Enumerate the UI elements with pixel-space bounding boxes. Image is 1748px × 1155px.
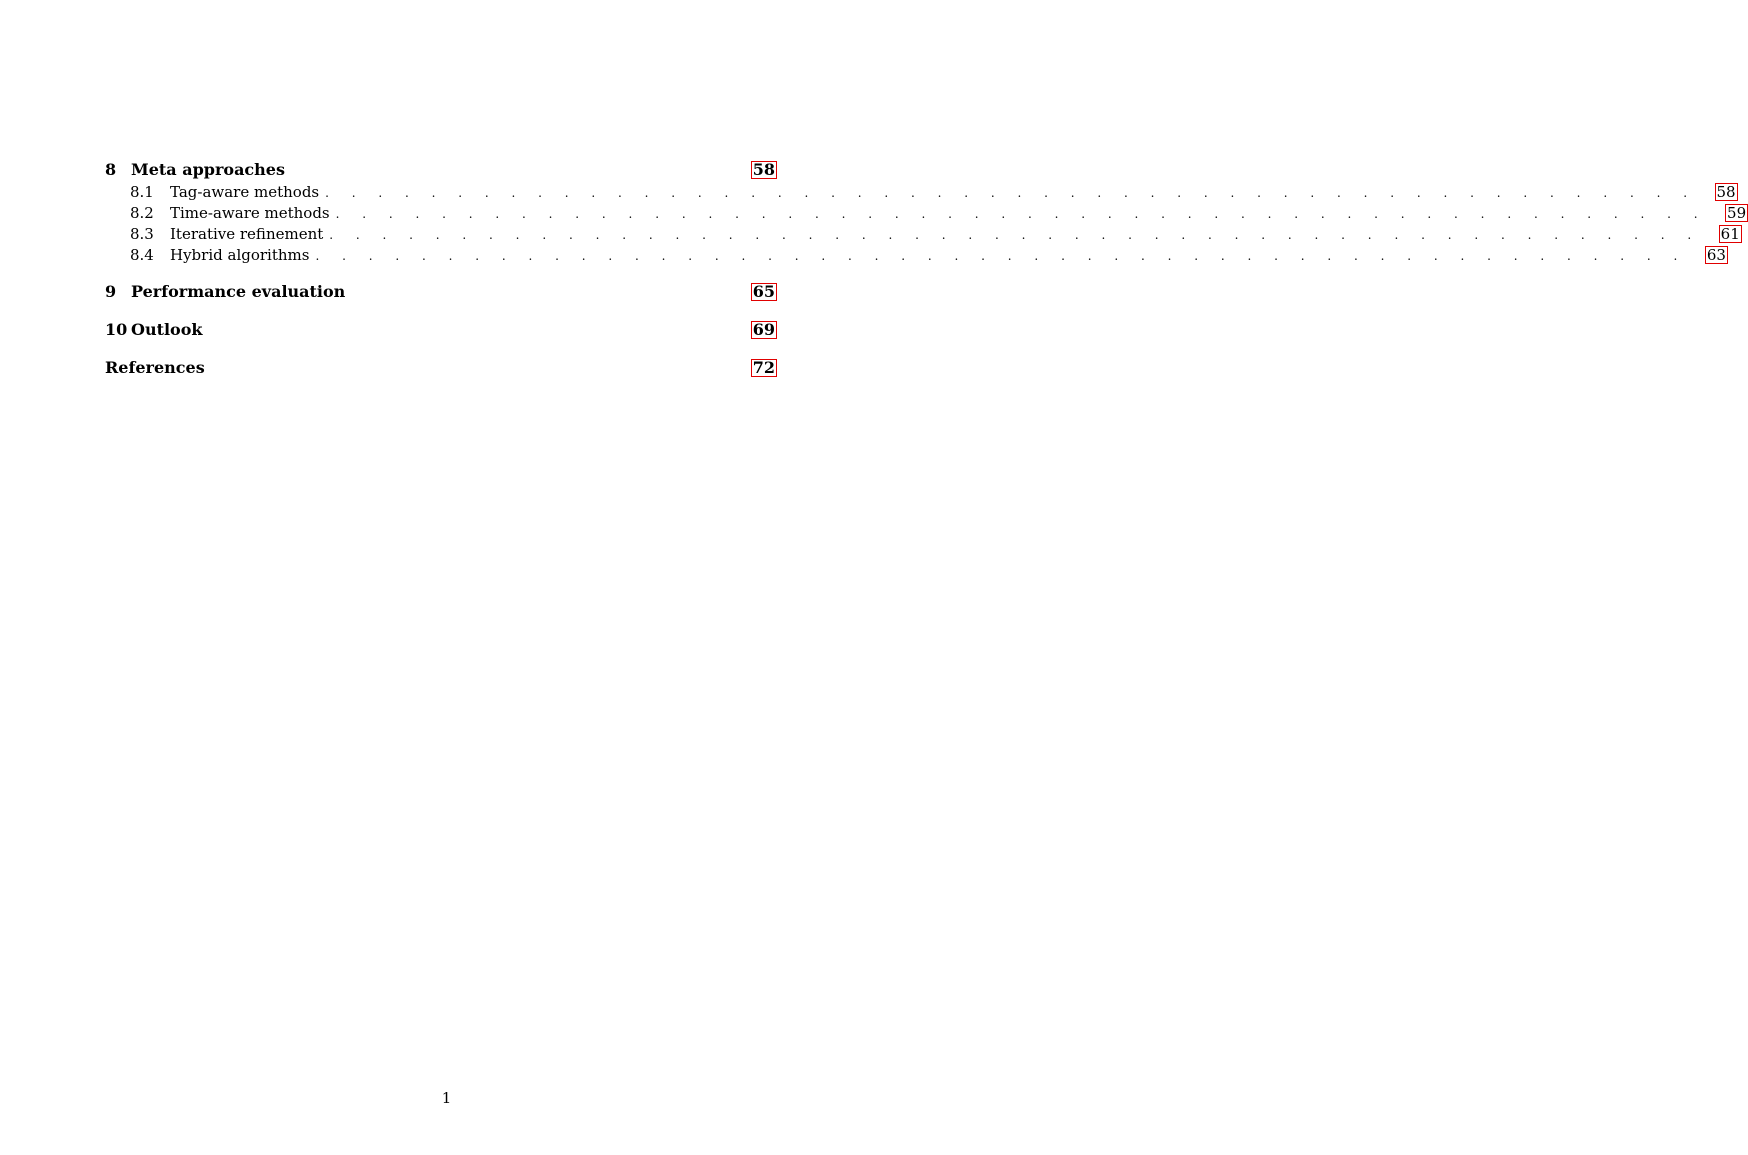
dot-leader: . . . . . . . . . . . . . . . . . . . . . . . . . . . . . . . . . . . . . . . . . . . . . . . . . . . . [335, 207, 1708, 221]
dot-leader: . . . . . . . . . . . . . . . . . . . . . . . . . . . . . . . . . . . . . . . . . . . . . . . . . . . . [315, 249, 1687, 263]
section-page-link[interactable]: 58 [1716, 183, 1736, 201]
chapter-title: Performance evaluation [131, 282, 346, 301]
page-number: 1 [441, 1089, 452, 1107]
chapter-title: References [105, 358, 205, 377]
chapter-number: 9 [105, 282, 117, 301]
section-number: 8.1 [130, 183, 154, 201]
toc-references [105, 356, 777, 380]
section-number: 8.4 [130, 246, 154, 264]
toc-chapter-9 [105, 280, 777, 304]
chapter-page-link[interactable]: 58 [752, 160, 775, 179]
chapter-page-link[interactable]: 65 [752, 282, 775, 301]
toc-chapter-10 [105, 318, 777, 342]
section-page-link[interactable]: 61 [1720, 225, 1740, 243]
chapter-title: Meta approaches [131, 160, 285, 179]
table-of-contents [105, 158, 1747, 380]
dot-leader: . . . . . . . . . . . . . . . . . . . . . . . . . . . . . . . . . . . . . . . . . . . . . . . . . . . . [329, 228, 1701, 242]
section-title: Hybrid algorithms [170, 246, 310, 264]
chapter-page-link[interactable]: 69 [752, 320, 775, 339]
section-number: 8.2 [130, 204, 154, 222]
toc-section-8-2 [105, 203, 1747, 224]
section-page-link[interactable]: 59 [1727, 204, 1747, 222]
section-title: Iterative refinement [170, 225, 324, 243]
section-number: 8.3 [130, 225, 154, 243]
chapter-page-link[interactable]: 72 [752, 358, 775, 377]
toc-section-8-1 [105, 182, 1736, 203]
toc-section-8-3 [105, 224, 1740, 245]
chapter-number: 8 [105, 160, 117, 179]
dot-leader: . . . . . . . . . . . . . . . . . . . . . . . . . . . . . . . . . . . . . . . . . . . . . . . . . . . . [325, 186, 1697, 200]
section-title: Time-aware methods [170, 204, 330, 222]
section-title: Tag-aware methods [170, 183, 320, 201]
section-page-link[interactable]: 63 [1706, 246, 1726, 264]
chapter-title: Outlook [131, 320, 203, 339]
chapter-number: 10 [105, 320, 128, 339]
toc-section-8-4 [105, 245, 1726, 266]
toc-chapter-8 [105, 158, 777, 182]
